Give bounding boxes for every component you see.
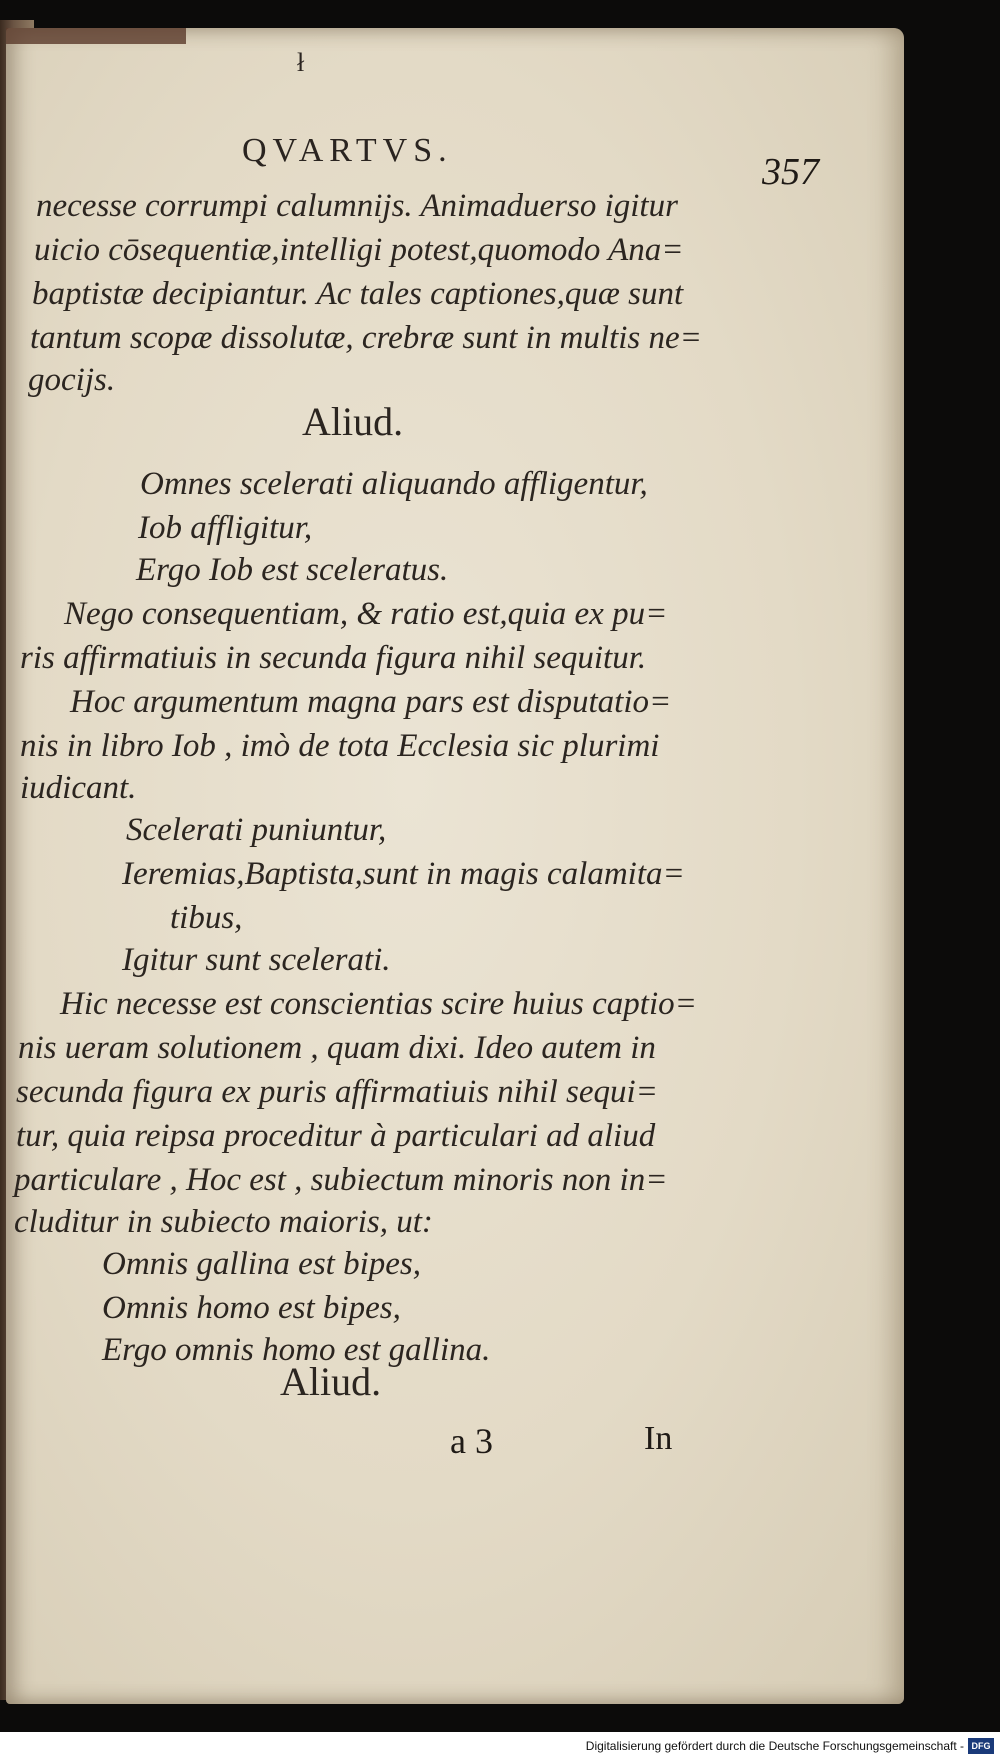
text-line: tantum scopæ dissolutæ, crebræ sunt in multis ne= — [30, 320, 702, 356]
catchword: In — [644, 1420, 673, 1457]
text-line: baptistæ decipiantur. Ac tales captiones,quæ sunt — [32, 276, 684, 312]
section-heading: Aliud. — [302, 399, 404, 444]
signature-mark: a 3 — [450, 1421, 493, 1461]
section-heading: Aliud. — [280, 1359, 382, 1404]
syllogism-line: Igitur sunt scelerati. — [122, 942, 391, 978]
folio-number: 357 — [762, 151, 819, 193]
text-line: uicio cōsequentiæ,intelligi potest,quomodo Ana= — [34, 232, 684, 268]
text-line: Nego consequentiam, & ratio est,quia ex pu= — [64, 596, 668, 632]
text-line: nis ueram solutionem , quam dixi. Ideo autem in — [18, 1030, 656, 1066]
syllogism-line: Ieremias,Baptista,sunt in magis calamita= — [122, 856, 685, 892]
dfg-logo: DFG — [968, 1738, 994, 1754]
page-mark: ł — [297, 48, 305, 77]
text-line: Hic necesse est conscientias scire huius captio= — [60, 986, 697, 1022]
binding-tape — [6, 28, 186, 44]
text-line: Hoc argumentum magna pars est disputatio= — [70, 684, 672, 720]
text-line: cluditur in subiecto maioris, ut: — [14, 1204, 433, 1240]
syllogism-line: Omnes scelerati aliquando affligentur, — [140, 466, 648, 502]
text-line: ris affirmatiuis in secunda figura nihil sequitur. — [20, 640, 647, 676]
syllogism-line: tibus, — [170, 900, 243, 936]
text-line: necesse corrumpi calumnijs. Animaduerso igitur — [36, 188, 678, 224]
text-line: secunda figura ex puris affirmatiuis nihil sequi= — [16, 1074, 658, 1110]
text-line: gocijs. — [28, 362, 116, 398]
syllogism-line: Omnis homo est bipes, — [102, 1290, 401, 1326]
running-head: QVARTVS. — [242, 132, 453, 169]
syllogism-line: Omnis gallina est bipes, — [102, 1246, 421, 1282]
text-line: particulare , Hoc est , subiectum minoris non in= — [14, 1162, 668, 1198]
text-line: tur, quia reipsa proceditur à particulari ad aliud — [16, 1118, 656, 1154]
syllogism-line: Ergo omnis homo est gallina. — [102, 1332, 491, 1368]
text-line: nis in libro Iob , imò de tota Ecclesia sic plurimi — [20, 728, 660, 764]
funding-note: Digitalisierung gefördert durch die Deutsche Forschungsgemeinschaft - — [585, 1739, 964, 1753]
text-line: iudicant. — [20, 770, 137, 806]
footer-bar — [0, 1732, 1000, 1761]
syllogism-line: Iob affligitur, — [138, 510, 313, 546]
syllogism-line: Scelerati puniuntur, — [126, 812, 387, 848]
syllogism-line: Ergo Iob est sceleratus. — [136, 552, 449, 588]
